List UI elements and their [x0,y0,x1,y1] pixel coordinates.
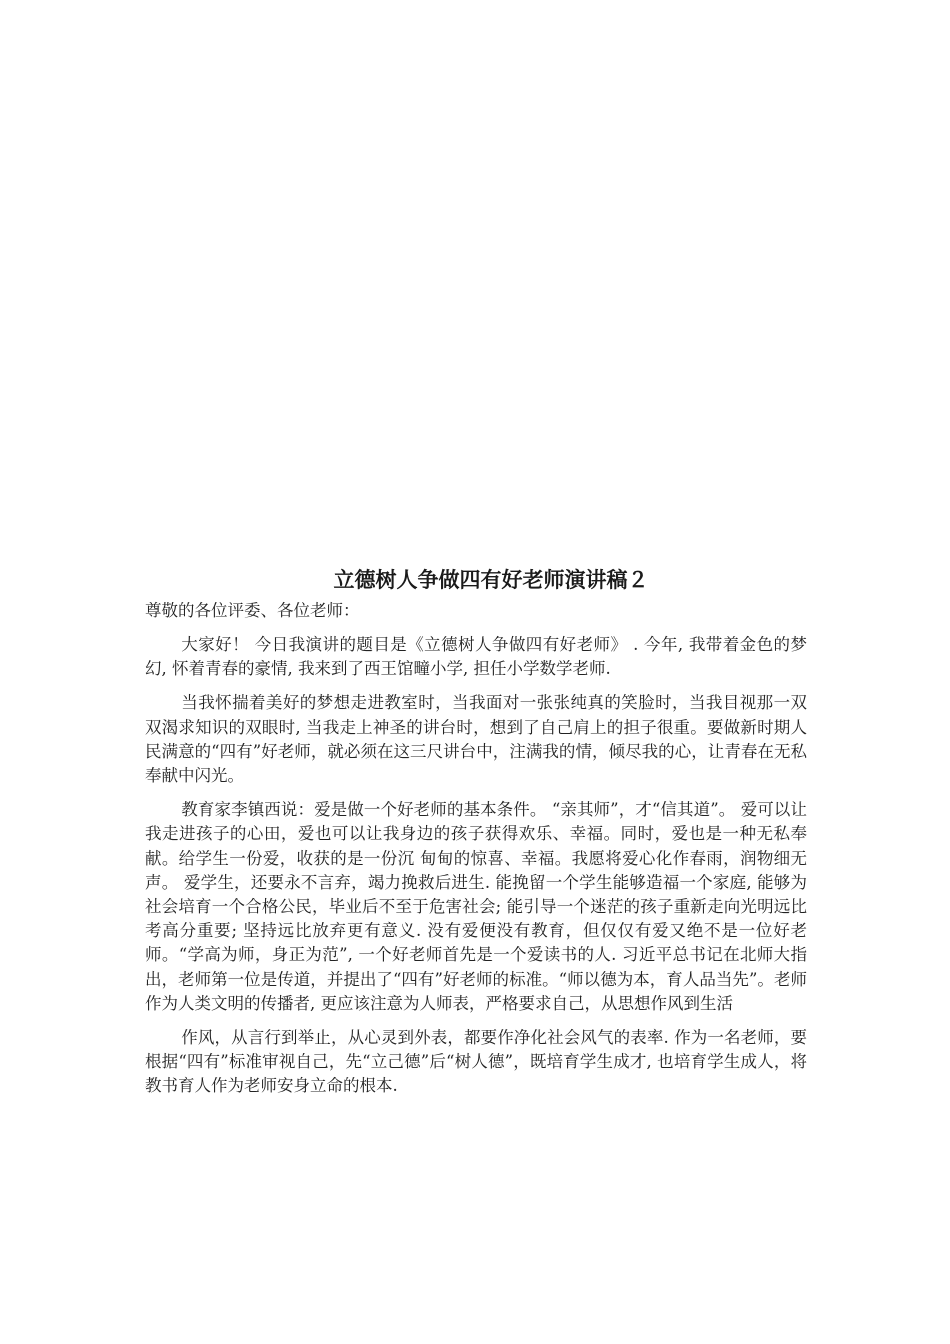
paragraph-2: 当我怀揣着美好的梦想走进教室时，当我面对一张张纯真的笑脸时，当我目视那一双双渴求知识的双眼时, 当我走上神圣的讲台时，想到了自己肩上的担子很重。要做新时期人民满意的“四有”好老师，就必须在这三尺讲台中，注满我的情，倾尽我的心，让青春在无私奉献中闪光。 [145,693,807,786]
paragraph-4: 作风，从言行到举止，从心灵到外表，都要作净化社会风气的表率. 作为一名老师，要根据“四有”标准审视自己，先“立己德”后“树人德”，既培育学生成才, 也培育学生成人，将教书育人作为老师安身立命的根本. [145,1028,807,1096]
document-body [145,565,807,1109]
paragraph-1: 大家好！ 今日我演讲的题目是《立德树人争做四有好老师》 . 今年, 我带着金色的梦幻, 怀着青春的豪情, 我来到了西王馆疃小学, 担任小学数学老师. [145,635,807,679]
paragraph-3: 教育家李镇西说：爱是做一个好老师的基本条件。 “亲其师”，才“信其道”。 爱可以让我走进孩子的心田，爱也可以让我身边的孩子获得欢乐、幸福。同时，爱也是一种无私奉献。给学生一份爱，收获的是一份沉 甸甸的惊喜、幸福。我愿将爱心化作春雨，润物细无声。 爱学生，还要永不言弃，竭力挽救后进生. 能挽留一个学生能够造福一个家庭, 能够为社会培育一个合格公民，毕业后不至于危害社会; 能引导一个迷茫的孩子重新走向光明远比 考高分重要; 坚持远比放弃更有意义. 没有爱便没有教育，但仅仅有爱又绝不是一位好老师。“学高为师，身正为范”, 一个好老师首先是一个爱读书的人. 习近平总书记在北师大指出，老师第一位是传道，并提出了“四有”好老师的标准。“师以德为本，育人品当先”。老师作为人类文明的传播者, 更应该注意为人师表，严格要求自己，从思想作风到生活 [145,800,807,1013]
salutation: 尊敬的各位评委、各位老师： [145,601,360,620]
document-title: 立德树人争做四有好老师演讲稿２ [333,568,649,592]
